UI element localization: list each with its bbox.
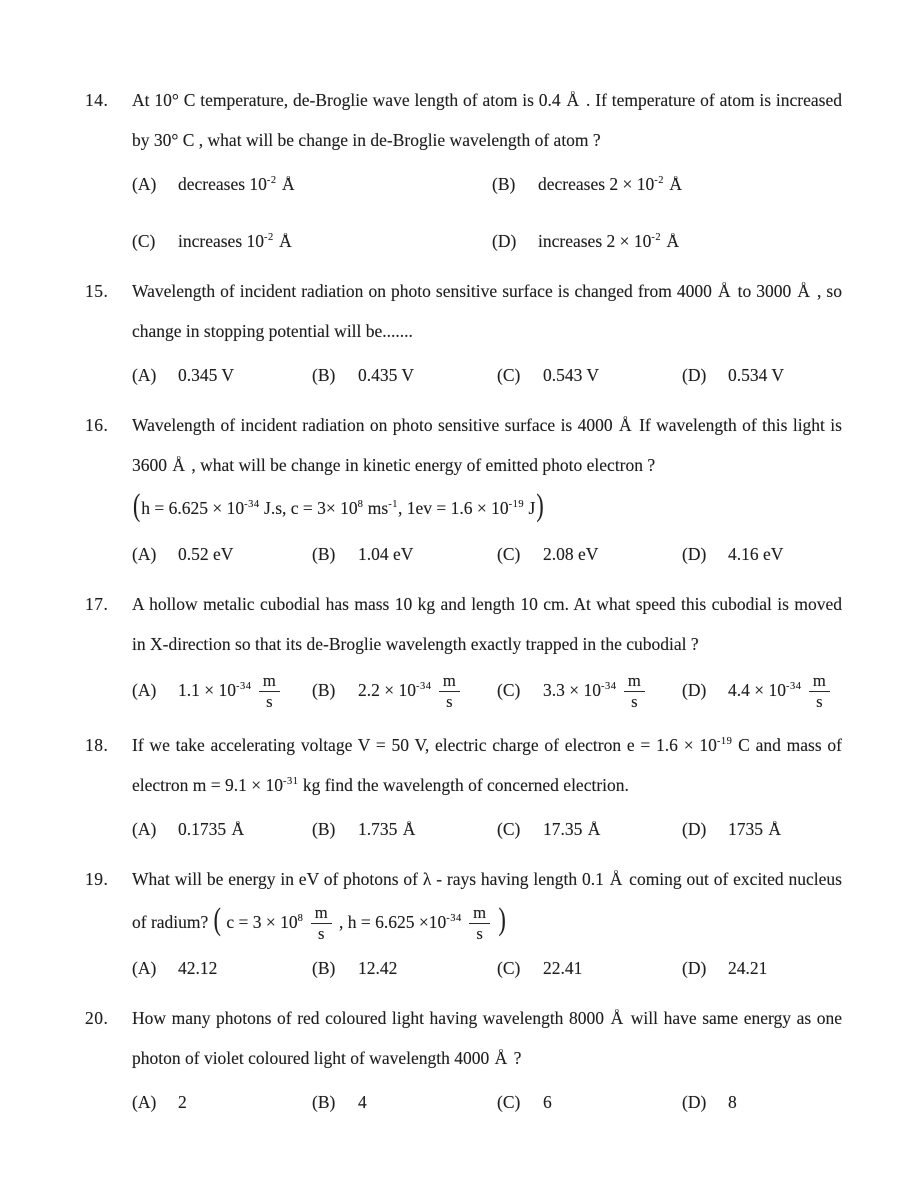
fraction: $\frac{m}{s}$: [439, 672, 460, 712]
question-body: [132, 271, 842, 392]
option-B: [312, 813, 497, 846]
option-label: (C): [497, 679, 521, 700]
angstrom-symbol: A o: [667, 225, 680, 258]
option-value: 0.345 V: [178, 365, 235, 385]
option-value: increases $2 \times 10^{-2}$ A o: [538, 225, 681, 258]
option-C: [132, 225, 492, 258]
question-text-line: by 30° C , what will be change in de-Broglie wavelength of atom ?: [132, 130, 601, 150]
angstrom-symbol: A o: [588, 813, 601, 846]
option-value: 2: [178, 1091, 187, 1112]
question-text-line: What will be energy in eV of photons of λ - rays having length 0.1 A o coming out of excited nucleus: [132, 859, 842, 899]
big-paren-close: ): [536, 488, 544, 523]
question-text-line: If we take accelerating voltage V = 50 V, electric charge of electron $e = 1.6 \times 10^{-19}$ C and mass of: [132, 734, 842, 755]
question-18: [85, 725, 842, 846]
option-A: [132, 168, 492, 201]
option-B: [312, 538, 497, 571]
option-A: [132, 359, 312, 392]
option-label: (D): [682, 679, 707, 700]
option-A: [132, 1086, 312, 1119]
fraction: $\frac{m}{s}$: [311, 904, 332, 944]
option-value: 17.35 A o: [543, 813, 602, 846]
superscript: -2: [654, 175, 665, 187]
option-label: (B): [312, 365, 336, 385]
option-label: (D): [492, 231, 517, 251]
angstrom-symbol: A o: [232, 813, 245, 846]
option-label: (C): [132, 231, 156, 251]
option-value: 0.435 V: [358, 365, 415, 385]
superscript: -34: [416, 680, 432, 692]
option-label: (C): [497, 544, 521, 564]
option-value: 0.1735 A o: [178, 813, 246, 846]
question-15: [85, 271, 842, 392]
fraction: $\frac{m}{s}$: [259, 672, 280, 712]
option-C: [497, 359, 682, 392]
option-label: (B): [492, 174, 516, 194]
angstrom-symbol: A o: [567, 80, 580, 120]
option-C: [497, 952, 682, 985]
question-text-line: electron $m = 9.1 \times 10^{-31}$ kg find the wavelength of concerned electrion.: [132, 774, 629, 795]
question-body: [132, 859, 842, 985]
big-paren-open: (: [213, 901, 221, 937]
option-B: [312, 1086, 497, 1119]
option-value: decreases $2 \times 10^{-2}$ A o: [538, 168, 684, 201]
option-label: (B): [312, 818, 336, 839]
option-C: [497, 813, 682, 846]
option-label: (C): [497, 1091, 521, 1112]
angstrom-symbol: A o: [610, 859, 623, 899]
question-text-line: Wavelength of incident radiation on photo sensitive surface is 4000 A o If wavelength of this light is: [132, 405, 842, 445]
question-number: 16.: [85, 415, 109, 435]
big-paren-close: ): [498, 901, 506, 937]
option-label: (C): [497, 365, 521, 385]
fraction: $\frac{m}{s}$: [809, 672, 830, 712]
option-D: [682, 538, 842, 571]
question-body: [132, 998, 842, 1119]
option-value: $3.3 \times 10^{-34}$ $\frac{m}{s}$: [543, 672, 648, 712]
big-paren-open: (: [133, 488, 141, 523]
option-value: 0.52 eV: [178, 544, 234, 564]
option-value: 12.42: [358, 957, 398, 978]
angstrom-symbol: A o: [619, 405, 632, 445]
option-value: 42.12: [178, 957, 218, 978]
question-body: [132, 405, 842, 571]
superscript: -19: [508, 499, 525, 511]
option-value: 0.534 V: [728, 365, 785, 385]
superscript: 8: [357, 499, 364, 511]
question-text-line: photon of violet coloured light of wavelength 4000 A o ?: [132, 1038, 842, 1078]
superscript: -2: [264, 232, 274, 244]
option-value: decreases $10^{-2}$ A o: [178, 168, 297, 201]
option-D: [682, 359, 842, 392]
question-body: [132, 584, 842, 712]
option-value: $4.4 \times 10^{-34}$ $\frac{m}{s}$: [728, 672, 833, 712]
option-value: 2.08 eV: [543, 544, 599, 564]
superscript: -19: [716, 735, 733, 747]
question-14: [85, 80, 842, 258]
question-text-line: Wavelength of incident radiation on photo sensitive surface is changed from 4000 A o to 3000 A o , so: [132, 271, 842, 311]
option-label: (D): [682, 544, 707, 564]
fraction: $\frac{m}{s}$: [624, 672, 645, 712]
option-D: [492, 225, 842, 258]
question-17: [85, 584, 842, 712]
option-value: 24.21: [728, 957, 768, 978]
question-text-line: At 10° C temperature, de-Broglie wave length of atom is 0.4 A o . If temperature of atom is increased: [132, 80, 842, 120]
option-label: (B): [312, 1091, 336, 1112]
superscript: -34: [601, 680, 617, 692]
angstrom-symbol: A o: [797, 271, 810, 311]
angstrom-symbol: A o: [282, 168, 295, 201]
question-body: [132, 725, 842, 846]
option-value: increases $10^{-2}$ A o: [178, 225, 294, 258]
option-label: (A): [132, 957, 157, 978]
question-text-line: 3600 A o , what will be change in kinetic energy of emitted photo electron ?: [132, 445, 842, 485]
question-text-line: in X-direction so that its de-Broglie wavelength exactly trapped in the cubodial ?: [132, 634, 699, 654]
angstrom-symbol: A o: [403, 813, 416, 846]
options-row: [132, 359, 842, 392]
superscript: -2: [266, 175, 277, 187]
fraction: $\frac{m}{s}$: [469, 904, 490, 944]
option-A: [132, 952, 312, 985]
question-list: [85, 80, 842, 1119]
option-label: (A): [132, 818, 157, 839]
angstrom-symbol: A o: [172, 445, 185, 485]
options-row: [132, 952, 842, 985]
option-label: (B): [312, 957, 336, 978]
option-value: 1735 A o: [728, 813, 783, 846]
option-label: (A): [132, 544, 157, 564]
option-B: [312, 952, 497, 985]
question-number: 15.: [85, 281, 109, 301]
option-D: [682, 813, 842, 846]
question-text-line: ($h = 6.625 \times 10^{-34}$ J.s, $c = 3\times 10^8$ $ms^{-1}$, $1ev = 1.6 \times 10^{-19}$ J): [132, 485, 842, 530]
question-number: 18.: [85, 734, 109, 755]
question-number: 17.: [85, 594, 109, 614]
angstrom-symbol: A o: [611, 998, 624, 1038]
option-D: [682, 952, 842, 985]
options-row: [132, 672, 842, 712]
question-19: [85, 859, 842, 985]
superscript: -2: [651, 232, 662, 244]
question-text-line: change in stopping potential will be.......: [132, 321, 413, 341]
option-label: (B): [312, 679, 336, 700]
option-value: 1.04 eV: [358, 544, 414, 564]
superscript: -34: [786, 680, 802, 692]
option-value: 4: [358, 1091, 367, 1112]
question-text-line: How many photons of red coloured light having wavelength 8000 A o will have same energy as one: [132, 998, 842, 1038]
angstrom-symbol: A o: [669, 168, 682, 201]
superscript: -34: [244, 499, 260, 511]
option-D: [682, 1086, 842, 1119]
option-value: 8: [728, 1091, 737, 1112]
option-label: (D): [682, 957, 707, 978]
superscript: -1: [388, 499, 398, 511]
option-C: [497, 1086, 682, 1119]
option-value: 6: [543, 1091, 552, 1112]
question-body: [132, 80, 842, 258]
options-row: [132, 168, 842, 258]
option-A: [132, 813, 312, 846]
option-label: (A): [132, 365, 157, 385]
option-B: [312, 672, 497, 712]
question-number: 14.: [85, 90, 109, 110]
angstrom-symbol: A o: [718, 271, 731, 311]
options-row: [132, 813, 842, 846]
option-value: 0.543 V: [543, 365, 600, 385]
angstrom-symbol: A o: [279, 225, 292, 258]
question-number: 19.: [85, 868, 109, 889]
option-value: 4.16 eV: [728, 544, 784, 564]
option-label: (A): [132, 679, 157, 700]
option-C: [497, 538, 682, 571]
option-label: (C): [497, 818, 521, 839]
option-value: $1.1 \times 10^{-34}$ $\frac{m}{s}$: [178, 672, 283, 712]
superscript: -34: [236, 680, 252, 692]
question-16: [85, 405, 842, 571]
option-value: 1.735 A o: [358, 813, 417, 846]
options-row: [132, 1086, 842, 1119]
superscript: -34: [446, 912, 462, 924]
option-label: (C): [497, 957, 521, 978]
question-text-line: of radium? ( $c = 3 \times 10^8$ $\frac{m}{s}$ , $h = 6.625 \times 10^{-34}$ $\frac{m}{s}$ ): [132, 899, 842, 944]
options-row: [132, 538, 842, 571]
option-label: (D): [682, 1091, 707, 1112]
option-label: (A): [132, 1091, 157, 1112]
angstrom-symbol: A o: [768, 813, 781, 846]
option-label: (D): [682, 818, 707, 839]
question-text-line: A hollow metalic cubodial has mass 10 kg and length 10 cm. At what speed this cubodial is moved: [132, 594, 842, 614]
option-B: [312, 359, 497, 392]
option-label: (A): [132, 174, 157, 194]
superscript: -31: [282, 775, 299, 787]
angstrom-symbol: A o: [495, 1038, 508, 1078]
option-A: [132, 672, 312, 712]
option-value: $2.2 \times 10^{-34}$ $\frac{m}{s}$: [358, 672, 463, 712]
option-label: (B): [312, 544, 336, 564]
option-value: 22.41: [543, 957, 583, 978]
option-label: (D): [682, 365, 707, 385]
option-D: [682, 672, 842, 712]
option-A: [132, 538, 312, 571]
option-C: [497, 672, 682, 712]
option-B: [492, 168, 842, 201]
question-number: 20.: [85, 1007, 109, 1028]
question-20: [85, 998, 842, 1119]
superscript: 8: [297, 912, 304, 924]
